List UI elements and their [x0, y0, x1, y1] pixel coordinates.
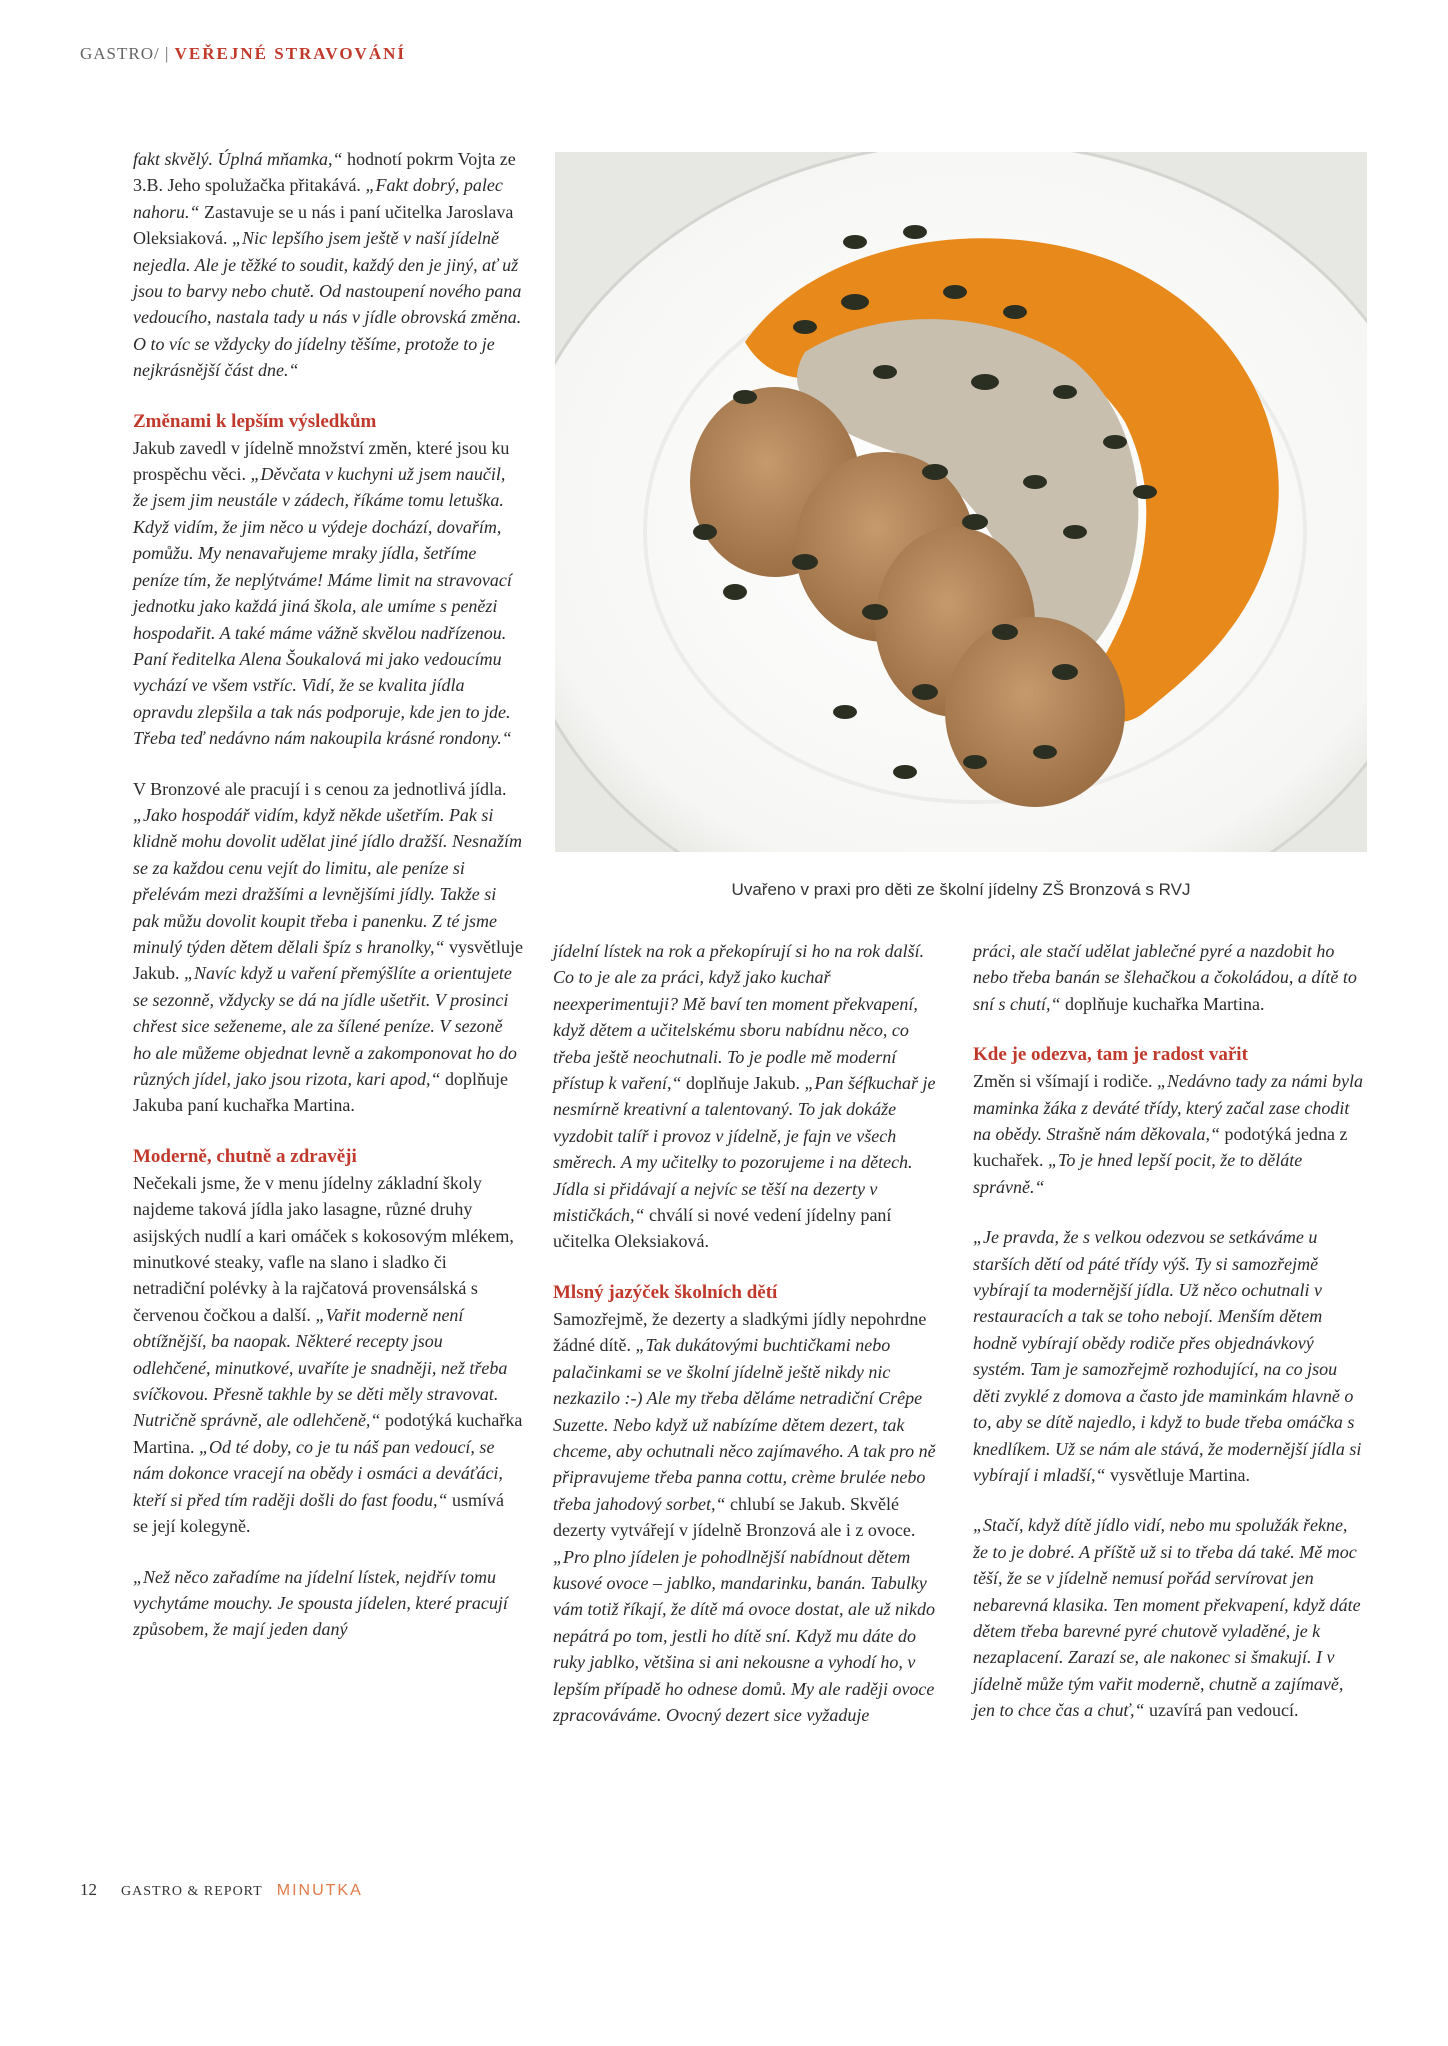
paragraph: fakt skvělý. Úplná mňamka,“ hodnotí pokrm Vojta ze 3.B. Jeho spolužačka přitakává. „Fakt dobrý, palec nahoru.“ Zastavuje se u nás i paní učitelka Jaroslava Oleksiaková. „Nic lepšího jsem ještě v naší jídelně nejedla. Ale je těžké to soudit, každý den je jiný, ať už jsou to barvy nebo chutě. Od nastoupení nového pana vedoucího, nastala tady u nás v jídle obrovská změna. O to víc se vždycky do jídelny těšíme, protože to je nejkrásnější část dne.“	[133, 149, 522, 381]
magazine-name: MINUTKA	[276, 1882, 363, 1899]
page-footer	[80, 1880, 363, 1900]
paragraph: Nečekali jsme, že v menu jídelny základní školy najdeme taková jídla jako lasagne, různé druhy asijských nudlí a kari omáček s kokosovým mlékem, minutkové steaky, vafle na slano i sladko či netradiční polévky à la rajčatová provensálská s červenou čočkou a další. „Vařit moderně není obtížnější, ba naopak. Některé recepty jsou odlehčené, minutkové, uvaříte je snadněji, než třeba svíčkovou. Přesně takhle by se děti měly stravovat. Nutričně správně, ale odlehčeně,“ podotýká kuchařka Martina. „Od té doby, co je tu náš pan vedoucí, se nám dokonce vracejí na obědy i osmáci a deváťáci, kteří si před tím raději došli do fast foodu,“ usmívá se její kolegyně.	[133, 1172, 523, 1537]
paragraph: „Než něco zařadíme na jídelní lístek, nejdřív tomu vychytáme mouchy. Je spousta jídelen, které pracují způsobem, že mají jeden daný	[133, 1566, 508, 1640]
section-title: VEŘEJNÉ STRAVOVÁNÍ	[174, 44, 406, 63]
subheading: Změnami k lepším výsledkům	[133, 410, 377, 432]
paragraph: „Stačí, když dítě jídlo vidí, nebo mu spolužák řekne, že to je dobré. A příště už si to třeba dá také. Mě moc těší, že se v jídelně nemusí pořád servírovat jen nebarevná klasika. Ten moment překvapení, když dáte dětem třeba barevné pyré chutově vyladěné, je k nezaplacení. Zarazí se, ale nakonec si šmakují. I v jídelně může tým vařit moderně, chutně a zajímavě, jen to chce čas a chuť,“ uzavírá pan vedoucí.	[973, 1515, 1361, 1721]
paragraph: Jakub zavedl v jídelně množství změn, které jsou ku prospěchu věci. „Děvčata v kuchyni už jsem naučil, že jsem jim neustále v zádech, říkáme tomu letuška. Když vidím, že jim něco u výdeje dochází, dovařím, pomůžu. My nenavařujeme mraky jídla, šetříme peníze tím, že neplýtváme! Máme limit na stravovací jednotku jako každá jiná škola, ale umíme s penězi hospodařit. A také máme vážně skvělou nadřízenou. Paní ředitelka Alena Šoukalová mi jako vedoucímu vychází ve všem vstříc. Vidí, že se kvalita jídla opravdu zlepšila a tak nás podporuje, kde jen to jde. Třeba teď nedávno nám nakoupila krásné rondony.“	[133, 437, 512, 749]
paragraph: V Bronzové ale pracují i s cenou za jednotlivá jídla. „Jako hospodář vidím, když někde ušetřím. Pak si klidně mohu dovolit udělat jiné jídlo dražší. Nesnažím se za každou cenu vejít do limitu, ale peníze si přelévám mezi dražšími a levnějšími jídly. Takže si pak můžu dovolit koupit třeba i panenku. Z té jsme minulý týden dětem dělali špíz s hranolky,“ vysvětluje Jakub. „Navíc když u vaření přemýšlíte a orientujete se sezonně, vždycky se dá na jídle ušetřit. V prosinci chřest sice seženeme, ale za šílené peníze. V sezoně ho ale můžeme objednat levně a zakomponovat ho do různých jídel, jako jsou rizota, kari apod,“ doplňuje Jakuba paní kuchařka Martina.	[133, 778, 523, 1116]
subheading: Moderně, chutně a zdravěji	[133, 1145, 357, 1167]
paragraph: „Je pravda, že s velkou odezvou se setkáváme u starších dětí od páté třídy výš. Ty si samozřejmě vybírají ta modernější jídla. Už něco ochutnali v restauracích a tak se toho nebojí. Menším dětem hodně vybírají obědy rodiče přes objednávkový systém. Tam je samozřejmě rozhodující, na co jsou děti zvyklé z domova a často jde maminkám hlavně o to, aby se dítě najedlo, i když to bude třeba omáčka s knedlíkem. Už se nám ale stává, že modernější jídla si vybírají i mladší,“ vysvětluje Martina.	[973, 1227, 1362, 1485]
photo-caption: Uvařeno v praxi pro děti ze školní jídelny ZŠ Bronzová s RVJ	[731, 880, 1191, 899]
subheading: Mlsný jazýček školních dětí	[553, 1281, 778, 1303]
paragraph: Změn si všímají i rodiče. „Nedávno tady za námi byla maminka žáka z deváté třídy, který začal zase chodit na obědy. Strašně nám děkovala,“ podotýká jedna z kuchařek. „To je hned lepší pocit, že to děláte správně.“	[973, 1071, 1363, 1197]
paragraph: práci, ale stačí udělat jablečné pyré a nazdobit ho nebo třeba banán se šlehačkou a čokoládou, a dítě to sní s chutí,“ doplňuje kuchařka Martina.	[973, 941, 1357, 1014]
footer-brand: GASTRO & REPORT	[121, 1884, 263, 1899]
paragraph: Samozřejmě, že dezerty a sladkými jídly nepohrdne žádné dítě. „Tak dukátovými buchtičkami nebo palačinkami se ve školní jídelně ještě nikdy nic nezkazilo :-) Ale my třeba děláme netradiční Crêpe Suzette. Nebo když už nabízíme dětem dezert, tak chceme, aby ochutnali něco zajímavého. A tak pro ně připravujeme třeba panna cottu, crème brulée nebo třeba jahodový sorbet,“ chlubí se Jakub. Skvělé dezerty vytvářejí v jídelně Bronzová ale i z ovoce. „Pro plno jídelen je pohodlnější nabídnout dětem kusové ovoce – jablko, mandarinku, banán. Tabulky vám totiž říkají, že dítě má ovoce dostat, ale už nikdo nepátrá po tom, jestli ho dítě sní. Když mu dáte do ruky jablko, většina si ani nekousne a vyhodí ho, v lepším případě ho odnese domů. My ale raději ovoce zpracováváme. Ovocný dezert sice vyžaduje	[553, 1308, 936, 1725]
header-prefix: GASTRO/ |	[80, 44, 175, 63]
paragraph: jídelní lístek na rok a překopírují si ho na rok další. Co to je ale za práci, když jako kuchař neexperimentuji? Mě baví ten moment překvapení, když dětem a učitelskému sboru nabídnu něco, co třeba ještě neochutnali. To je podle mě moderní přístup k vaření,“ doplňuje Jakub. „Pan šéfkuchař je nesmírně kreativní a talentovaný. To jak dokáže vyzdobit talíř i provoz v jídelně, je fajn ve všech směrech. A my učitelky to pozorujeme i na dětech. Jídla si přidávají a nejvíc se těší na dezerty v mističkách,“ chválí si nové vedení jídelny paní učitelka Oleksiaková.	[553, 941, 936, 1252]
column-2	[553, 938, 943, 1728]
subheading: Kde je odezva, tam je radost vařit	[973, 1044, 1248, 1066]
page-header	[80, 44, 406, 64]
page-number: 12	[80, 1880, 97, 1899]
column-3	[973, 938, 1363, 1724]
food-photo	[555, 152, 1367, 852]
column-1	[133, 146, 523, 1643]
plate-illustration	[555, 152, 1367, 852]
